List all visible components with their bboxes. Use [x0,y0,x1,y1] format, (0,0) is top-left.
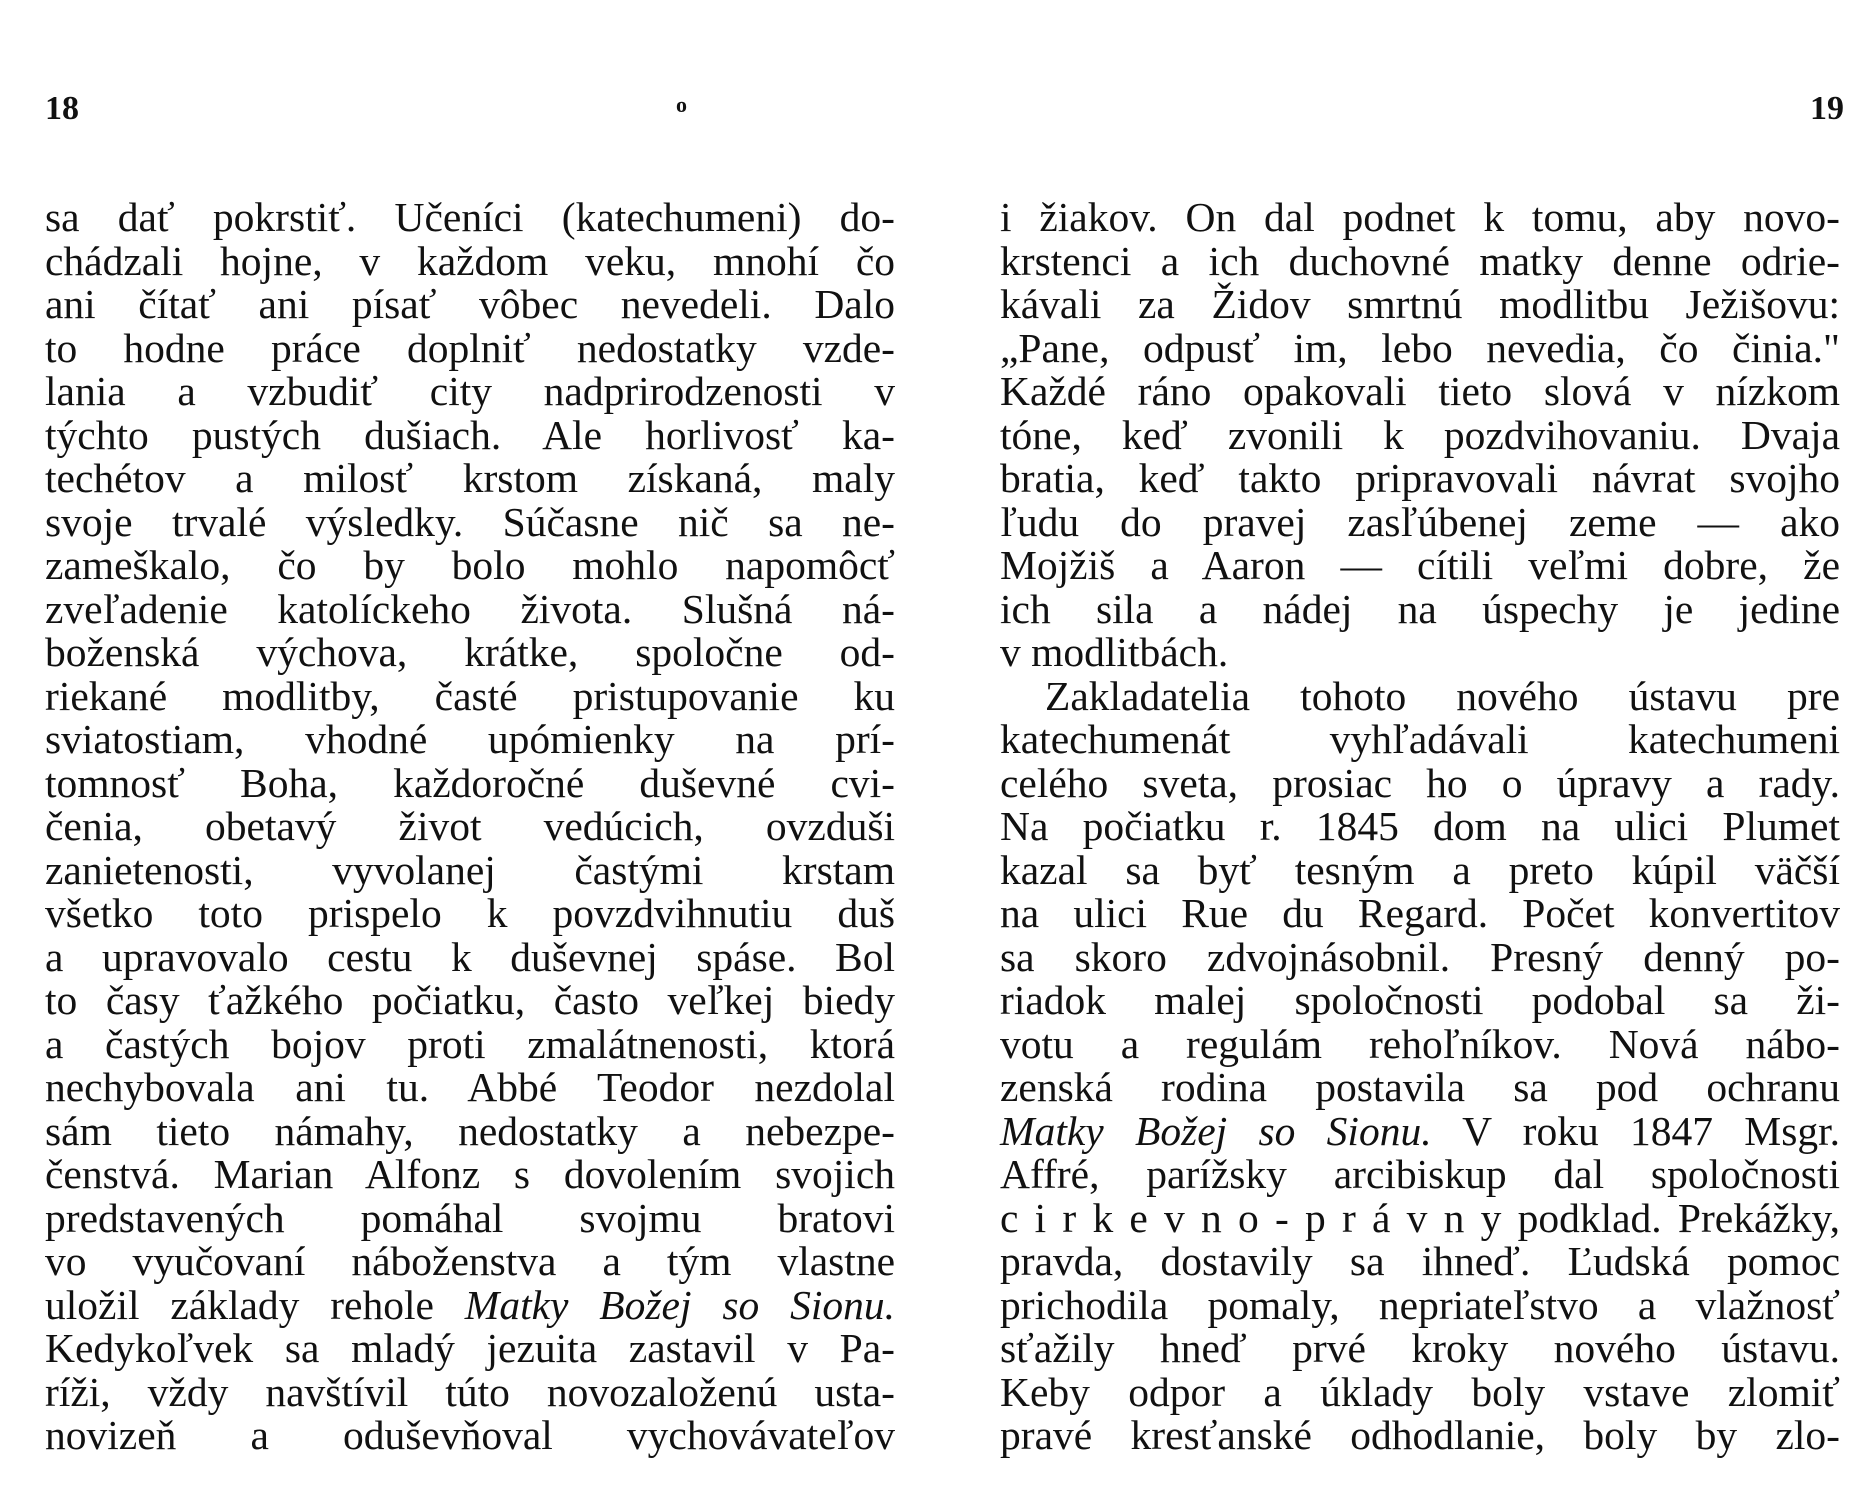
text-segment: pravda, dostavily sa ihneď. Ľudská pomoc [1000,1238,1840,1284]
text-line [1000,457,1840,501]
text-segment: ich sila a nádej na úspechy je jedine [1000,585,1840,632]
text-line [45,1153,895,1197]
text-segment: „Pane, odpusť im, lebo nevedia, čo činia." [1000,324,1840,371]
text-segment: sám tieto námahy, nedostatky a nebezpe- [45,1107,895,1154]
text-line [45,631,895,675]
text-segment: sťažily hneď prvé kroky nového ústavu. [1000,1325,1840,1371]
text-line [45,498,895,545]
text-segment: Keby odpor a úklady boly vstave zlomiť [1000,1368,1840,1415]
text-segment: pravé kresťanské odhodlanie, boly by zlo- [1000,1412,1840,1458]
text-line [45,1240,895,1284]
text-line [1000,1066,1840,1110]
italic-text: Matky Božej so Sionu. [464,1281,895,1328]
text-segment: Kedykoľvek sa mladý jezuita zastavil v Pa- [45,1325,895,1371]
text-line [1000,805,1840,849]
text-line [45,846,895,893]
text-segment: zveľadenie katolíckeho života. Slušná ná- [45,585,895,632]
text-segment: uložil základy rehole [45,1281,465,1328]
text-segment: votu a regulám rehoľníkov. Nová nábo- [1000,1020,1840,1067]
text-segment: riadok malej spoločnosti podobal sa ži- [1000,977,1840,1023]
text-segment: katechumenát vyhľadávali katechumeni [1000,716,1840,762]
text-segment: týchto pustých dušiach. Ale horlivosť ka- [45,411,895,458]
text-segment: zanietenosti, vyvolanej častými krstam [45,846,895,893]
text-segment: a upravovalo cestu k duševnej spáse. Bol [45,933,895,980]
text-line [45,672,895,719]
text-segment: vo vyučovaní náboženstva a tým vlastne [45,1238,895,1284]
text-line [45,1066,895,1110]
text-segment: bratia, keď takto pripravovali návrat svojho [1000,455,1840,501]
text-line [1000,979,1840,1023]
text-line [45,1281,895,1328]
text-line [1000,892,1840,936]
text-segment: svoje trvalé výsledky. Súčasne nič sa ne- [45,498,895,545]
text-segment: krstenci a ich duchovné matky denne odrie- [1000,237,1840,284]
text-segment: to časy ťažkého počiatku, často veľkej biedy [45,977,895,1023]
text-line [45,1368,895,1415]
text-line [1000,1020,1840,1067]
text-line [45,718,895,762]
text-line [1000,1194,1840,1241]
text-line [45,324,895,371]
text-segment: to hodne práce doplniť nedostatky vzde- [45,324,895,371]
text-segment: i žiakov. On dal podnet k tomu, aby novo- [1000,194,1840,240]
text-line [45,370,895,414]
page-center-mark: o [676,92,687,117]
text-segment: nechybovala ani tu. Abbé Teodor nezdolal [45,1064,895,1110]
text-segment: Na počiatku r. 1845 dom na ulici Plumet [1000,803,1840,849]
text-segment: ľudu do pravej zasľúbenej zeme — ako [1000,498,1840,545]
text-line [1000,498,1840,545]
text-segment: tomnosť Boha, každoročné duševné cvi- [45,759,895,806]
left-page-text [45,196,895,1458]
text-line [45,283,895,327]
text-segment: V roku 1847 Msgr. [1431,1107,1840,1154]
text-line [1000,370,1840,414]
text-line [45,237,895,284]
text-line [45,979,895,1023]
text-line [1000,585,1840,632]
text-line [1000,1414,1840,1458]
text-line [1000,933,1840,980]
text-line [45,1020,895,1067]
text-segment: ríži, vždy navštívil túto novozaloženú usta- [45,1368,895,1415]
text-line [45,585,895,632]
text-line [45,933,895,980]
library-stamp-mark [895,760,1005,1120]
text-line [45,196,895,240]
text-line [1000,237,1840,284]
text-segment: Zakladatelia tohoto nového ústavu pre [1045,672,1840,719]
text-line [1000,846,1840,893]
text-line [1000,1327,1840,1371]
text-segment: sa dať pokrstiť. Učeníci (katechumeni) do- [45,194,895,240]
text-line [45,1327,895,1371]
text-line [1000,1240,1840,1284]
text-line [45,805,895,849]
text-segment: v modlitbách. [1000,629,1229,675]
text-segment: na ulici Rue du Regard. Počet konvertitov [1000,890,1840,936]
text-segment: boženská výchova, krátke, spoločne od- [45,629,895,675]
text-segment: tóne, keď zvonili k pozdvihovaniu. Dvaja [1000,411,1840,458]
text-segment: čenia, obetavý život vedúcich, ovzduši [45,803,895,849]
text-segment: Mojžiš a Aaron — cítili veľmi dobre, že [1000,542,1840,588]
text-segment: celého sveta, prosiac ho o úpravy a rady. [1000,759,1840,806]
text-line [1000,759,1840,806]
text-line [1000,1368,1840,1415]
text-line [45,892,895,936]
text-line [1000,718,1840,762]
text-line [45,411,895,458]
text-segment: riekané modlitby, časté pristupovanie ku [45,672,895,719]
text-segment: sviatostiam, vhodné upómienky na prí- [45,716,895,762]
text-line [1000,631,1840,675]
text-line [1000,1107,1840,1154]
text-line [1000,283,1840,327]
text-line [1000,324,1840,371]
text-line [45,1414,895,1458]
text-line [1000,411,1840,458]
text-line [1000,544,1840,588]
text-segment: sa skoro zdvojnásobnil. Presný denný po- [1000,933,1840,980]
text-segment: Affré, parížsky arcibiskup dal spoločnosti [1000,1151,1840,1197]
text-line [45,1194,895,1241]
text-segment: a častých bojov proti zmalátnenosti, ktorá [45,1020,895,1067]
text-segment: techétov a milosť krstom získaná, maly [45,455,895,501]
text-line [45,457,895,501]
text-segment: novizeň a oduševňoval vychovávateľov [45,1412,895,1458]
page-number-left: 18 [45,90,79,127]
text-segment: zameškalo, čo by bolo mohlo napomôcť [45,542,895,588]
text-segment: lania a vzbudiť city nadprirodzenosti v [45,368,895,414]
italic-text: Matky Božej so Sionu. [1000,1107,1432,1154]
text-segment: predstavených pomáhal svojmu bratovi [45,1194,895,1241]
text-line [45,544,895,588]
text-segment: zenská rodina postavila sa pod ochranu [1000,1064,1840,1110]
text-segment: Každé ráno opakovali tieto slová v nízkom [1000,368,1840,414]
text-line [1000,1153,1840,1197]
text-line [1000,196,1840,240]
text-segment: ani čítať ani písať vôbec nevedeli. Dalo [45,281,895,327]
right-page-text [1000,196,1840,1458]
text-segment: všetko toto prispelo k povzdvihnutiu duš [45,890,895,936]
text-segment: prichodila pomaly, nepriateľstvo a vlažnosť [1000,1281,1840,1328]
text-line [45,1107,895,1154]
text-segment: chádzali hojne, v každom veku, mnohí čo [45,237,895,284]
text-segment: kávali za Židov smrtnú modlitbu Ježišovu: [1000,281,1840,327]
text-segment: kazal sa byť tesným a preto kúpil väčší [1000,846,1840,893]
text-segment: c i r k e v n o - p r á v n y podklad. Prekážky, [1000,1194,1840,1241]
text-line [1000,672,1840,719]
text-line [1000,1281,1840,1328]
text-line [45,759,895,806]
text-segment: čenstvá. Marian Alfonz s dovolením svojich [45,1151,895,1197]
page-number-right: 19 [1810,90,1844,127]
